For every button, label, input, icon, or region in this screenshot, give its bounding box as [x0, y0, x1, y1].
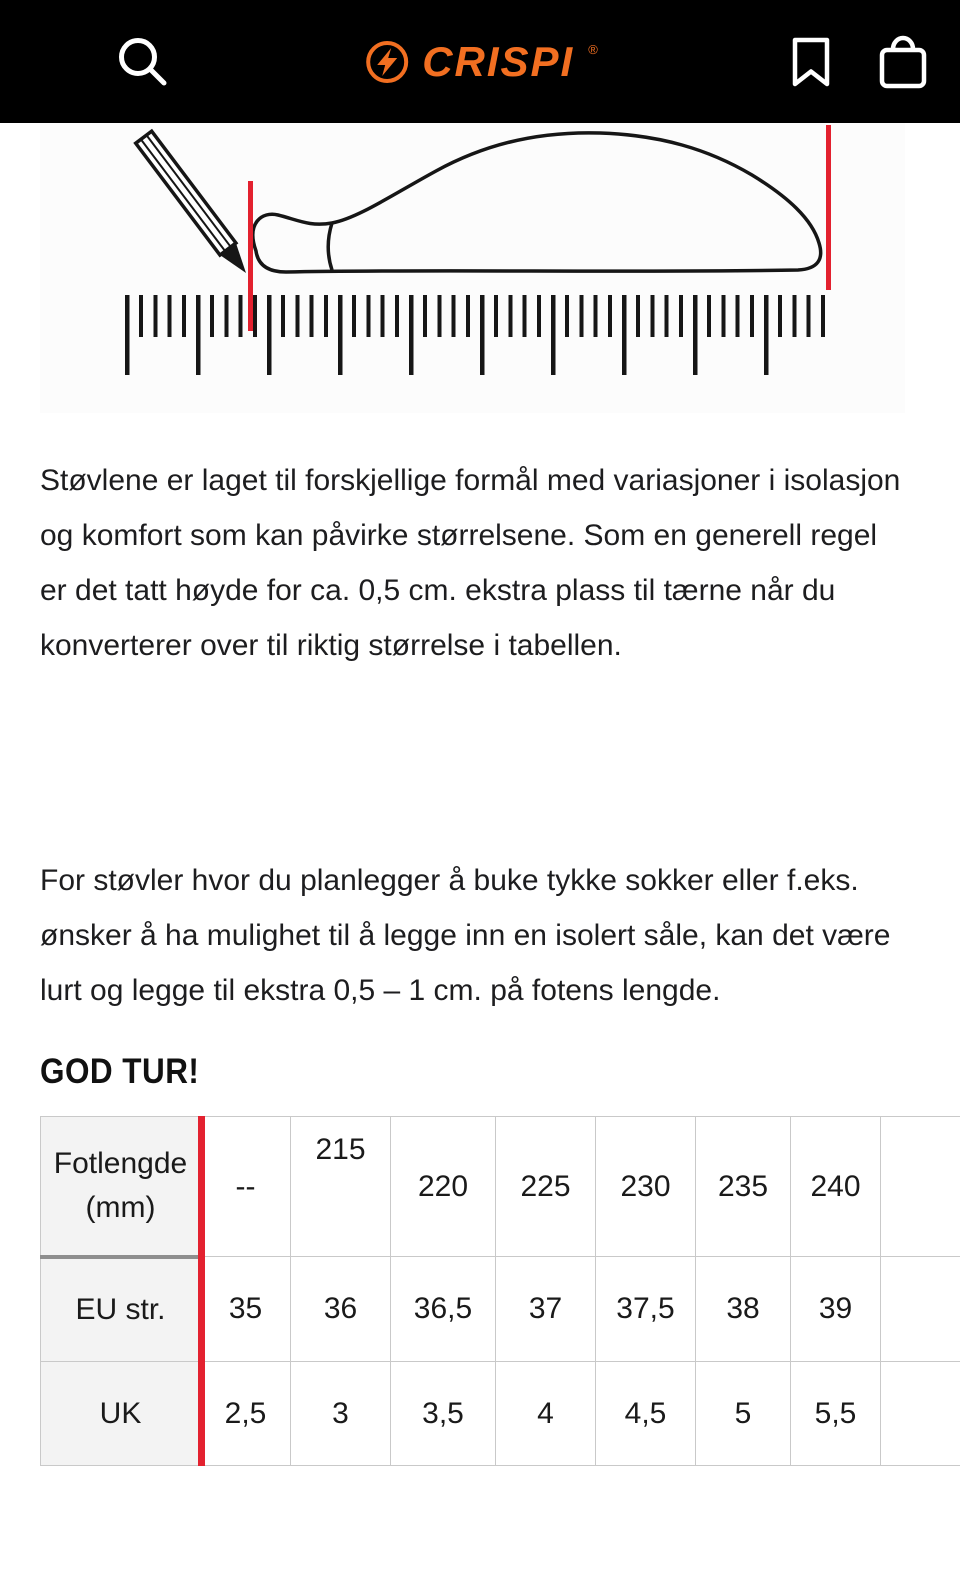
eu-size-value: 36,5 [391, 1257, 496, 1362]
table-row-foot-length [41, 1117, 960, 1257]
uk-size-value: 4 [496, 1362, 596, 1466]
foot-length-value-cut [881, 1117, 960, 1257]
row-label: UK [41, 1362, 201, 1466]
foot-measuring-illustration [40, 123, 905, 413]
ruler-major-ticks [125, 295, 833, 375]
foot-outline-drawing [253, 133, 821, 272]
menu-icon[interactable] [30, 40, 84, 83]
uk-size-value: 5 [696, 1362, 791, 1466]
foot-length-value: 215 [291, 1117, 391, 1257]
table-row-eu-size [41, 1257, 960, 1362]
uk-size-value-cut [881, 1362, 960, 1466]
pencil-drawing [136, 131, 254, 279]
bookmark-icon[interactable] [788, 35, 834, 89]
heel-measure-line [826, 125, 831, 290]
god-tur-heading: GOD TUR! [40, 1052, 200, 1091]
eu-size-value: 38 [696, 1257, 791, 1362]
uk-size-value: 4,5 [596, 1362, 696, 1466]
thick-socks-paragraph: For støvler hvor du planlegger å buke tykke sokker eller f.eks. ønsker å ha mulighet til å legge inn en isolert såle, kan det være lurt og legge til ekstra 0,5 – 1 cm. på fotens lengde. [40, 864, 891, 1007]
size-table-container [40, 1116, 960, 1466]
foot-length-value: 235 [696, 1117, 791, 1257]
eu-size-value-cut [881, 1257, 960, 1362]
search-icon[interactable] [116, 35, 170, 89]
uk-size-value: 2,5 [201, 1362, 291, 1466]
eu-size-value: 35 [201, 1257, 291, 1362]
uk-size-value: 5,5 [791, 1362, 881, 1466]
toe-measure-line [248, 181, 253, 331]
registered-mark: ® [588, 42, 598, 57]
table-red-divider [198, 1116, 205, 1466]
eu-size-value: 37,5 [596, 1257, 696, 1362]
eu-size-value: 37 [496, 1257, 596, 1362]
sizing-info-paragraph: Støvlene er laget til forskjellige formål med variasjoner i isolasjon og komfort som kan påvirke størrelsene. Som en generell regel er det tatt høyde for ca. 0,5 cm. ekstra plass til tærne når du konverterer over til riktig størrelse i tabellen. [40, 464, 901, 662]
crispi-bolt-icon [364, 39, 410, 85]
eu-size-value: 36 [291, 1257, 391, 1362]
top-navigation-bar [0, 0, 960, 123]
foot-length-value: 225 [496, 1117, 596, 1257]
eu-size-value: 39 [791, 1257, 881, 1362]
row-label: Fotlengde (mm) [41, 1117, 201, 1257]
row-label: EU str. [41, 1257, 201, 1362]
table-row-uk-size [41, 1362, 960, 1466]
foot-length-value: 230 [596, 1117, 696, 1257]
foot-length-value: -- [201, 1117, 291, 1257]
shoe-size-table [40, 1116, 960, 1466]
uk-size-value: 3 [291, 1362, 391, 1466]
topbar-left-group [30, 35, 170, 89]
crispi-logo[interactable] [364, 39, 596, 85]
uk-size-value: 3,5 [391, 1362, 496, 1466]
foot-length-value: 240 [791, 1117, 881, 1257]
shopping-bag-icon[interactable] [876, 33, 930, 91]
foot-length-value: 220 [391, 1117, 496, 1257]
topbar-right-group [788, 33, 930, 91]
brand-name: CRISPI [422, 37, 575, 85]
